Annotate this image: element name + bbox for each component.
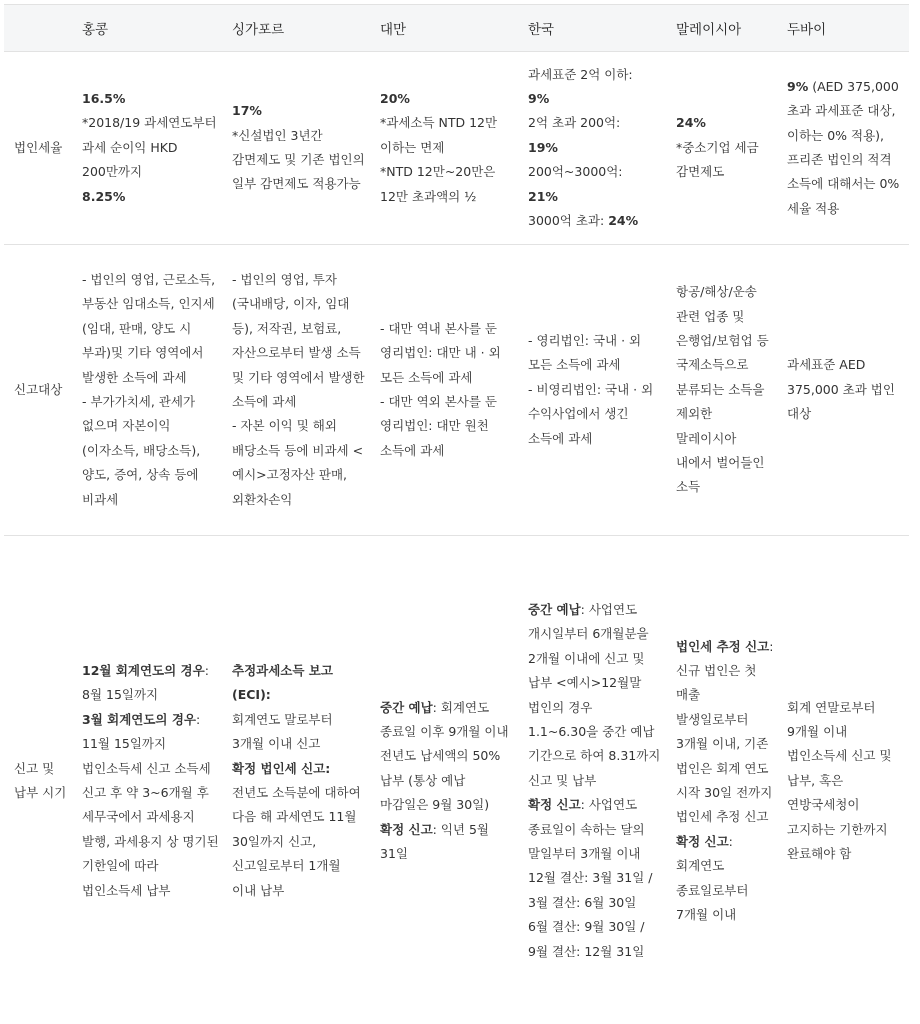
cell-tax-rate-korea [520, 52, 668, 245]
cell-line [528, 160, 664, 184]
cell-text-bold: 확정 법인세 신고: [232, 760, 331, 776]
cell-line [232, 708, 368, 757]
cell-text: : 익년 5월 31일 [380, 821, 489, 862]
cell-scope-singapore [224, 245, 372, 536]
cell-text: *NTD 12만~20만은 12만 초과액의 ½ [380, 164, 496, 204]
cell-text: - 대만 역외 본사를 둔 영리법인: 대만 원천 소득에 과세 [380, 394, 498, 458]
header-hongkong: 홍콩 [74, 5, 224, 52]
cell-line [232, 124, 368, 197]
cell-line [380, 317, 516, 390]
cell-line [787, 75, 905, 221]
cell-line [82, 268, 220, 390]
cell-tax-rate-singapore [224, 52, 372, 245]
cell-tax-rate-dubai [779, 52, 909, 245]
cell-text: - 비영리법인: 국내 · 외 수익사업에서 생긴 소득에 과세 [528, 381, 654, 446]
cell-text-bold: 12월 회계연도의 경우 [82, 662, 205, 678]
cell-text-bold: 20% [380, 90, 410, 106]
cell-line [528, 598, 664, 793]
cell-scope-hongkong [74, 245, 224, 536]
cell-line [232, 268, 368, 414]
cell-text-bold: 17% [232, 103, 262, 119]
cell-line [528, 185, 664, 209]
cell-text: *2018/19 과세연도부터 과세 순이익 HKD 200만까지 [82, 115, 217, 180]
cell-line [380, 390, 516, 463]
table-header [4, 5, 909, 52]
cell-text: 회계연도 말로부터 3개월 이내 신고 [232, 711, 333, 752]
cell-text-bold: 16.5% [82, 90, 126, 106]
cell-line [380, 696, 516, 818]
cell-line [528, 63, 664, 87]
cell-text: *과세소득 NTD 12만 이하는 면제 [380, 115, 498, 155]
cell-text: 6월 결산: 9월 30일 / 9월 결산: 12월 31일 [528, 919, 645, 959]
cell-text-bold: 21% [528, 188, 558, 204]
cell-line [232, 781, 368, 903]
cell-text-bold: 중간 예납 [528, 601, 581, 617]
cell-line [380, 818, 516, 867]
header-taiwan: 대만 [372, 5, 520, 52]
cell-text: *중소기업 세금 감면제도 [676, 139, 759, 180]
cell-text-bold: 8.25% [82, 188, 126, 204]
cell-scope-korea [520, 245, 668, 536]
cell-line [528, 915, 664, 964]
cell-text: (AED 375,000 초과 과세표준 대상, 이하는 0% 적용), 프리존 법인의 적격 소득에 대해서는 0% 세율 적용 [787, 78, 900, 216]
cell-line [82, 708, 220, 903]
cell-text-bold: 추정과세소득 보고 (ECI): [232, 662, 333, 703]
cell-scope-dubai [779, 245, 909, 536]
cell-text-bold: 확정 신고 [380, 821, 433, 837]
cell-text: 3000억 초과: [528, 213, 609, 229]
cell-line [232, 414, 368, 512]
cell-line [528, 87, 664, 111]
cell-line [528, 111, 664, 135]
cell-line [787, 353, 905, 426]
cell-text: - 부가가치세, 관세가 없으며 자본이익(이자소득, 배당소득), 양도, 증여, 상속 등에 비과세 [82, 394, 201, 507]
cell-schedule-singapore [224, 536, 372, 1024]
cell-text: - 법인의 영업, 투자(국내배당, 이자, 임대 등), 저작권, 보험료, 자산으로부터 발생 소득 및 기타 영역에서 발생한 소득에 과세 [232, 271, 365, 409]
cell-text-bold: 24% [676, 115, 706, 131]
cell-text-bold: 3월 회계연도의 경우 [82, 711, 197, 727]
cell-text-bold: 중간 예납 [380, 699, 433, 715]
cell-schedule-malaysia [668, 536, 779, 1024]
cell-scope-malaysia [668, 245, 779, 536]
row-label-filing-scope: 신고대상 [4, 245, 74, 536]
cell-text: 신규 법인은 첫 매출 발생일로부터 3개월 이내, 기존 법인은 회계 연도 시작 30일 전까지 법인세 추정 신고 [676, 662, 773, 825]
cell-line [528, 209, 664, 233]
row-label-tax-rate: 법인세율 [4, 52, 74, 245]
cell-line [82, 111, 220, 184]
cell-line [232, 659, 368, 708]
cell-line [676, 830, 775, 928]
cell-text: 200억~3000억: [528, 164, 623, 180]
cell-text: : 11월 15일까지 법인소득세 신고 소득세 신고 후 약 3~6개월 후 세무국에서 과세용지 발행, 과세용지 상 명기된 기한일에 따라 법인소득세 납부 [82, 711, 219, 898]
cell-text: : 회계연도 종료일 이후 9개월 이내 전년도 납세액의 50% 납부 (통상 예납 마감일은 9월 30일) [380, 699, 509, 813]
header-malaysia: 말레이시아 [668, 5, 779, 52]
corporate-tax-comparison-table [4, 4, 909, 1024]
cell-line [82, 659, 220, 708]
cell-tax-rate-taiwan [372, 52, 520, 245]
cell-scope-taiwan [372, 245, 520, 536]
cell-line [528, 866, 664, 915]
cell-line [528, 136, 664, 160]
cell-line [380, 111, 516, 160]
cell-text: : 사업연도 개시일부터 6개월분을 2개월 이내에 신고 및 납부 <예시>12월말 법인의 경우 1.1~6.30을 중간 예납 기간으로 하여 8.31까지 신고 및 납부 [528, 601, 661, 788]
cell-text: - 대만 역내 본사를 둔 영리법인: 대만 내 · 외 모든 소득에 과세 [380, 320, 501, 385]
cell-schedule-hongkong [74, 536, 224, 1024]
cell-line [676, 280, 775, 500]
cell-line [528, 793, 664, 866]
cell-line [787, 696, 905, 867]
cell-line [676, 659, 775, 830]
table-row-filing-schedule [4, 536, 909, 1024]
cell-text: 2억 초과 200억: [528, 115, 621, 131]
cell-text-bold: 9% [528, 90, 550, 106]
cell-text: - 자본 이익 및 해외 배당소득 등에 비과세 <예시>고정자산 판매, 외환차손익 [232, 418, 364, 507]
cell-line [82, 185, 220, 209]
cell-text-bold: 법인세 추정 신고 [676, 638, 770, 654]
table-row-filing-scope [4, 245, 909, 536]
cell-text: : [769, 638, 774, 654]
cell-text: *신설법인 3년간 감면제도 및 기존 법인의 일부 감면제도 적용가능 [232, 127, 365, 192]
cell-text: - 영리법인: 국내 · 외 모든 소득에 과세 [528, 332, 642, 373]
cell-text: - 법인의 영업, 근로소득, 부동산 임대소득, 인지세(임대, 판매, 양도 시 부과)및 기타 영역에서 발생한 소득에 과세 [82, 271, 216, 385]
cell-schedule-taiwan [372, 536, 520, 1024]
cell-text-bold: 24% [608, 213, 639, 229]
cell-text-bold: 19% [528, 139, 558, 155]
cell-line [676, 111, 775, 135]
cell-text: 회계 연말로부터 9개월 이내 법인소득세 신고 및 납부, 혹은 연방국세청이 고지하는 기한까지 완료해야 함 [787, 699, 892, 862]
cell-schedule-korea [520, 536, 668, 1024]
cell-text-bold: 확정 신고 [676, 833, 729, 849]
cell-text: : 회계연도 종료일로부터 7개월 이내 [676, 833, 749, 923]
cell-text: : 8월 15일까지 [82, 662, 209, 703]
cell-text-bold: 9% [787, 78, 809, 94]
cell-text: 전년도 소득분에 대하여 다음 해 과세연도 11월 30일까지 신고, 신고일로부터 1개월 이내 납부 [232, 785, 361, 898]
cell-line [380, 87, 516, 111]
cell-text: 과세표준 2억 이하: [528, 66, 633, 82]
header-row [4, 5, 909, 52]
cell-line [232, 99, 368, 123]
cell-text-bold: 확정 신고 [528, 797, 581, 813]
cell-line [82, 87, 220, 111]
header-singapore: 싱가포르 [224, 5, 372, 52]
header-korea: 한국 [520, 5, 668, 52]
row-label-filing-schedule: 신고 및 납부 시기 [4, 536, 74, 1024]
table-row-tax-rate [4, 52, 909, 245]
cell-line [232, 757, 368, 781]
cell-line [676, 635, 775, 659]
cell-tax-rate-malaysia [668, 52, 779, 245]
cell-line [528, 329, 664, 378]
header-corner [4, 5, 74, 52]
cell-text: 12월 결산: 3월 31일 / 3월 결산: 6월 30일 [528, 870, 653, 910]
cell-line [676, 136, 775, 185]
cell-text: 항공/해상/운송 관련 업종 및 은행업/보험업 등 국제소득으로 분류되는 소득을 제외한 말레이시아 내에서 벌어들인 소득 [676, 284, 769, 495]
cell-line [82, 390, 220, 512]
cell-text: : 사업연도 종료일이 속하는 달의 말일부터 3개월 이내 [528, 797, 645, 862]
cell-line [380, 160, 516, 209]
cell-line [528, 378, 664, 451]
header-dubai: 두바이 [779, 5, 909, 52]
cell-schedule-dubai [779, 536, 909, 1024]
cell-tax-rate-hongkong [74, 52, 224, 245]
table-body [4, 52, 909, 1024]
cell-text: 과세표준 AED 375,000 초과 법인 대상 [787, 357, 895, 422]
